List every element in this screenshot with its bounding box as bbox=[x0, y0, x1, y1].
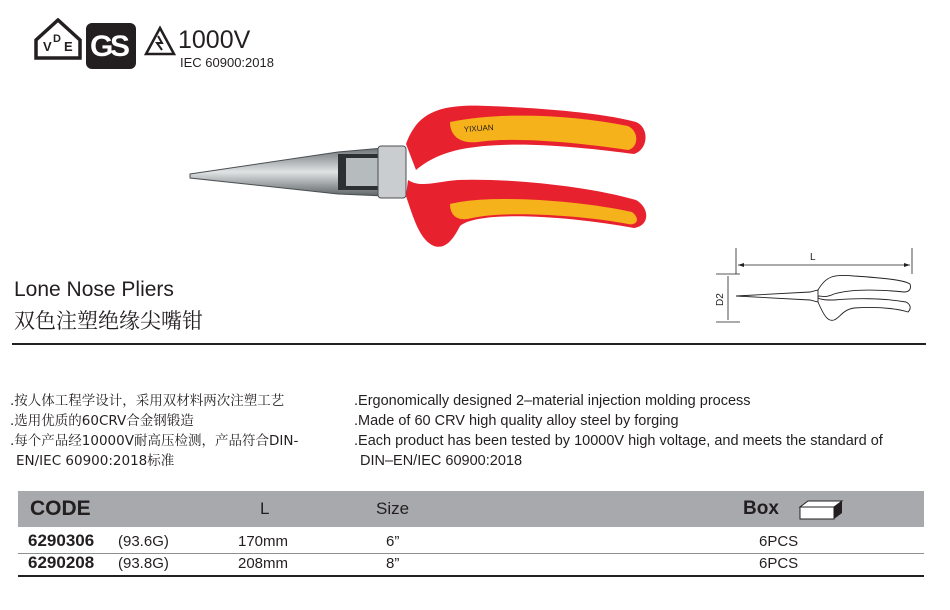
feature-list-english bbox=[354, 391, 934, 471]
product-weight: (93.6G) bbox=[118, 533, 169, 550]
feature-item: .Made of 60 CRV high quality alloy steel by forging bbox=[354, 413, 679, 429]
dimension-label-l: L bbox=[810, 252, 816, 263]
feature-item: .选用优质的60CRV合金钢锻造 bbox=[10, 413, 194, 429]
electric-triangle-icon bbox=[146, 28, 174, 54]
feature-list-chinese bbox=[10, 391, 355, 471]
box-quantity: 6PCS bbox=[759, 533, 799, 550]
product-weight: (93.8G) bbox=[118, 555, 169, 572]
gs-logo bbox=[86, 23, 136, 69]
column-header-size: Size bbox=[376, 499, 410, 518]
svg-text:E: E bbox=[64, 39, 73, 54]
voltage-rating: 1000V bbox=[178, 26, 251, 54]
product-code: 6290306 bbox=[28, 531, 95, 550]
svg-text:V: V bbox=[43, 39, 52, 54]
feature-item: DIN–EN/IEC 60900:2018 bbox=[360, 453, 523, 469]
feature-item: EN/IEC 60900:2018标准 bbox=[16, 453, 175, 469]
vde-logo bbox=[36, 20, 80, 58]
dimension-label-d2: D2 bbox=[715, 293, 726, 306]
feature-item: .Each product has been tested by 10000V high voltage, and meets the standard of bbox=[354, 433, 883, 449]
column-header-length: L bbox=[260, 499, 270, 518]
svg-text:D: D bbox=[53, 33, 61, 45]
svg-text:S: S bbox=[110, 30, 131, 63]
spec-table-header bbox=[18, 491, 924, 527]
pliers-product-image bbox=[188, 100, 658, 250]
product-length: 170mm bbox=[238, 533, 289, 550]
product-size: 8” bbox=[386, 555, 400, 572]
table-bottom-rule bbox=[18, 575, 924, 577]
product-title-chinese: 双色注塑绝缘尖嘴钳 bbox=[14, 309, 203, 333]
column-header-box: Box bbox=[743, 498, 779, 519]
box-icon bbox=[798, 499, 844, 521]
feature-item: .按人体工程学设计，采用双材料两次注塑工艺 bbox=[10, 393, 285, 409]
iec-standard: IEC 60900:2018 bbox=[180, 55, 274, 70]
svg-text:G: G bbox=[90, 30, 114, 63]
dimension-drawing bbox=[714, 246, 924, 326]
box-quantity: 6PCS bbox=[759, 555, 799, 572]
feature-item: .每个产品经10000V耐高压检测，产品符合DIN- bbox=[10, 433, 299, 449]
product-title-english: Lone Nose Pliers bbox=[14, 278, 174, 301]
section-divider bbox=[12, 343, 926, 345]
product-size: 6” bbox=[386, 533, 400, 550]
column-header-code: CODE bbox=[30, 497, 91, 520]
product-code: 6290208 bbox=[28, 553, 95, 572]
product-length: 208mm bbox=[238, 555, 289, 572]
feature-item: .Ergonomically designed 2–material injection molding process bbox=[354, 393, 751, 409]
brand-mark: YIXUAN bbox=[463, 122, 494, 134]
